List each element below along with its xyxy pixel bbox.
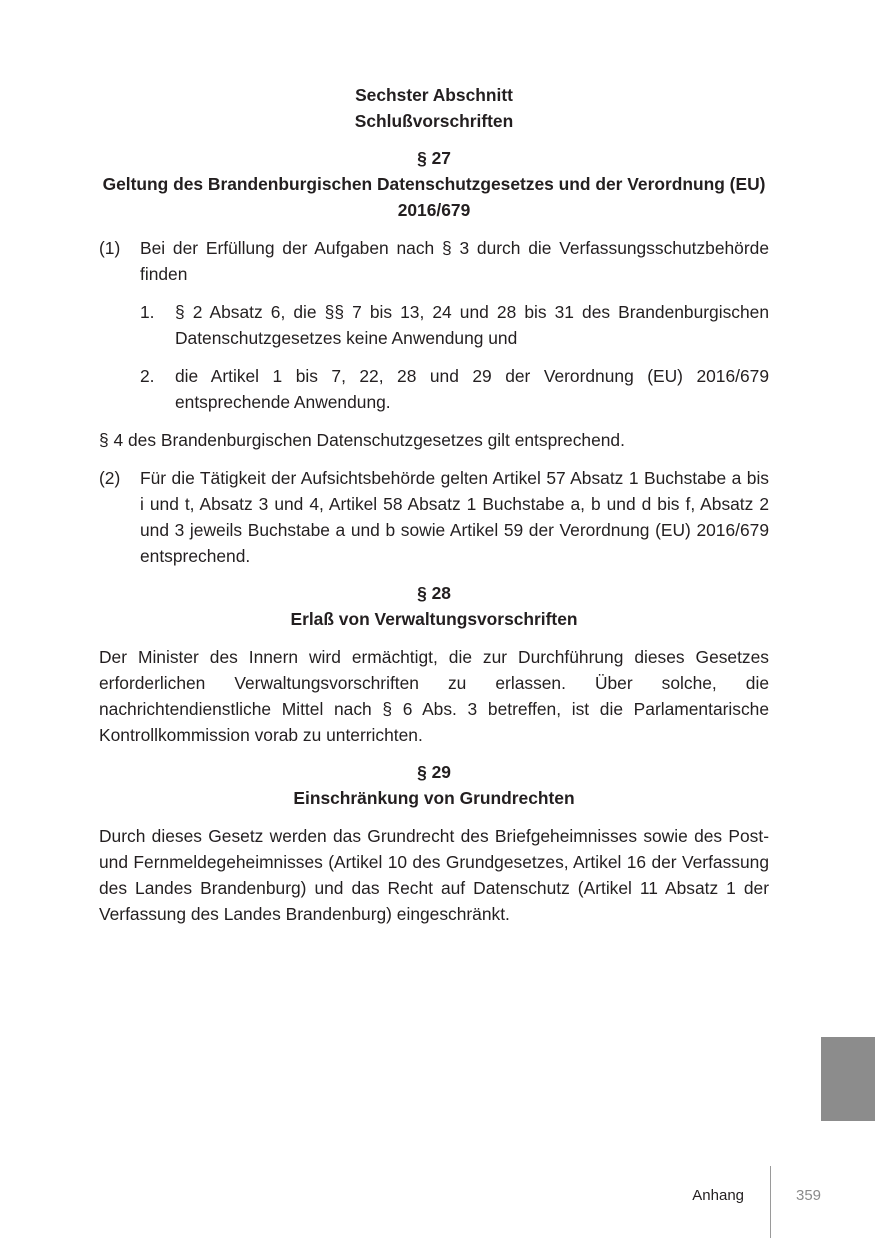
section-27-title: Geltung des Brandenburgischen Datenschutzgesetzes und der Verordnung (EU) 2016/679	[102, 174, 766, 220]
section-29-text: Durch dieses Gesetz werden das Grundrecht des Briefgeheimnisses sowie des Post- und Fernmeldegeheimnisses (Artikel 10 des Grundgesetzes, Artikel 16 der Verfassung des Landes Brandenburg) und das Recht auf Datenschutz (Artikel 11 Absatz 1 der Verfassung des Landes Brandenburg) eingeschränkt.	[99, 826, 769, 924]
section-29-title: Einschränkung von Grundrechten	[293, 788, 575, 808]
section-28-number: § 28	[417, 583, 451, 603]
section-27-number: § 27	[417, 148, 451, 168]
list-item-text: § 2 Absatz 6, die §§ 7 bis 13, 24 und 28 bis 31 des Brandenburgischen Datenschutzgesetzes keine Anwendung und	[175, 302, 769, 348]
footer-section-label: Anhang	[692, 1187, 744, 1204]
section-27-paragraph-2	[99, 465, 769, 569]
paragraph-text: Bei der Erfüllung der Aufgaben nach § 3 durch die Verfassungsschutzbehörde finden	[140, 238, 769, 284]
list-item	[99, 363, 769, 415]
chapter-title: Sechster Abschnitt	[355, 85, 513, 105]
list-item-number: 2.	[140, 366, 155, 386]
section-28-text: Der Minister des Innern wird ermächtigt, die zur Durchführung dieses Gesetzes erforderlichen Verwaltungsvorschriften zu erlassen. Über solche, die nachrichtendienstliche Mittel nach § 6 Abs. 3 betreffen, ist die Parlamentarische Kontrollkommission vorab zu unterrichten.	[99, 647, 769, 745]
paragraph-text: Für die Tätigkeit der Aufsichtsbehörde gelten Artikel 57 Absatz 1 Buchstabe a bis i und t, Absatz 3 und 4, Artikel 58 Absatz 1 Buchstabe a, b und d bis f, Absatz 2 und 3 jeweils Buchstabe a und b sowie Artikel 59 der Verordnung (EU) 2016/679 entsprechend.	[140, 468, 769, 566]
section-27-paragraph-1	[99, 235, 769, 287]
list-item-text: die Artikel 1 bis 7, 22, 28 und 29 der Verordnung (EU) 2016/679 entsprechende Anwendung.	[175, 366, 769, 412]
paragraph-number: (1)	[99, 238, 121, 258]
page-content	[99, 82, 769, 927]
thumb-index-tab	[821, 1037, 875, 1121]
list-item-number: 1.	[140, 302, 155, 322]
chapter-subtitle: Schlußvorschriften	[354, 111, 514, 131]
footer-divider	[770, 1166, 771, 1238]
page-number: 359	[796, 1187, 822, 1204]
section-28-title: Erlaß von Verwaltungsvorschriften	[290, 609, 578, 629]
section-29-number: § 29	[417, 762, 451, 782]
list-item	[99, 299, 769, 351]
section-27-closing: § 4 des Brandenburgischen Datenschutzgesetzes gilt entsprechend.	[99, 430, 625, 450]
paragraph-number: (2)	[99, 468, 121, 488]
